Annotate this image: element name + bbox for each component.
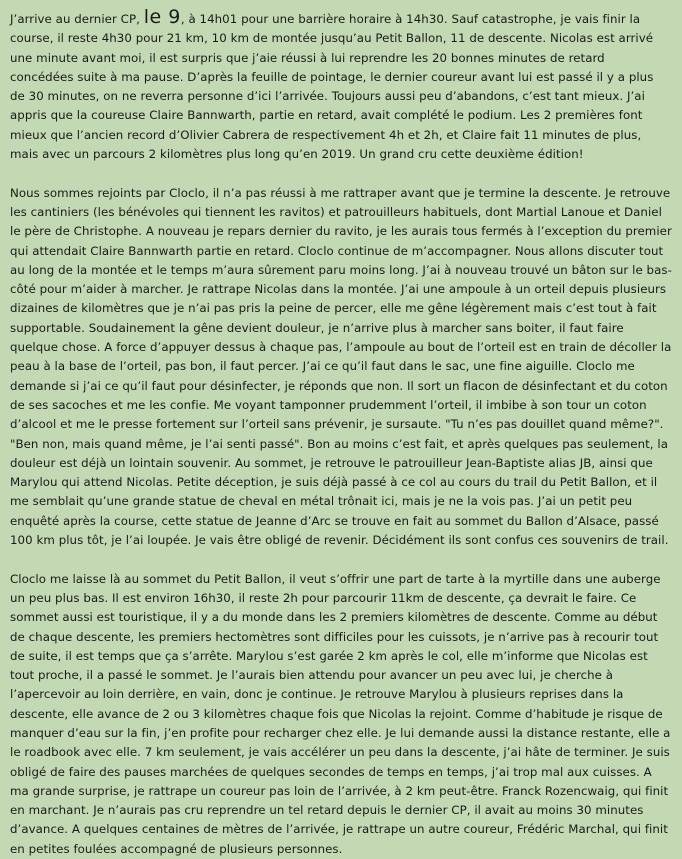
paragraph-last-checkpoint: [10, 8, 672, 164]
checkpoint-number-highlight: le 9: [143, 6, 181, 28]
paragraph-body-text: , à 14h01 pour une barrière horaire à 14h30. Sauf catastrophe, je vais finir la course, il reste 4h30 pour 21 km, 10 km de montée jusqu’au Petit Ballon, 11 de descente. Nicolas est arrivé une minute avant moi, il est surpris que j’aie réussi à lui reprendre les 20 bonnes minutes de retard concédées suite à ma pause. D’après la feuille de pointage, le dernier coureur avant lui est passé il y a plus de 30 minutes, on ne reverra personne d’ici l’arrivée. Toujours aussi peu d’abandons, c’est tant mieux. J’ai appris que la coureuse Claire Bannwarth, partie en retard, avait complété le podium. Les 2 premières font mieux que l’ancien record d’Olivier Cabrera de respectivement 4h et 2h, et Claire fait 11 minutes de plus, mais avec un parcours 2 kilomètres plus long qu’en 2019. Un grand cru cette deuxième édition!: [10, 12, 654, 162]
paragraph-final-descent: Cloclo me laisse là au sommet du Petit Ballon, il veut s’offrir une part de tarte à la myrtille dans une auberge un peu plus bas. Il est environ 16h30, il reste 2h pour parcourir 11km de descente, ça devrait le faire. Ce sommet aussi est touristique, il y a du monde dans les 2 premiers kilomètres de descente. Comme au début de chaque descente, les premiers hectomètres sont difficiles pour les cuissots, je n’arrive pas à recourir tout de suite, il est temps que ça s’arrête. Marylou s’est garée 2 km après le col, elle m’informe que Nicolas est tout proche, il a passé le sommet. Je l’aurais bien attendu pour avancer un peu avec lui, je cherche à l’apercevoir au loin derrière, en vain, donc je continue. Je retrouve Marylou à plusieurs reprises dans la descente, elle avance de 2 ou 3 kilomètres chaque fois que Nicolas la rejoint. Comme d’habitude je risque de manquer d’eau sur la fin, j’en profite pour recharger chez elle. Je lui demande aussi la distance restante, elle a le roadbook avec elle. 7 km seulement, je vais accélérer un peu dans la descente, j’ai hâte de terminer. Je suis obligé de faire des pauses marchées de quelques secondes de temps en temps, j’ai trop mal aux cuisses. A ma grande surprise, je rattrape un coureur pas loin de l’arrivée, à 2 km peut-être. Franck Rozencwaig, qui finit en marchant. Je n’aurais pas cru reprendre un tel retard depuis le dernier CP, il avait au moins 30 minutes d’avance. A quelques centaines de mètres de l’arrivée, je rattrape un autre coureur, Frédéric Marchal, qui finit en petites foulées accompagné de plusieurs personnes.: [10, 571, 671, 856]
paragraph-intro-text: J’arrive au dernier CP,: [10, 12, 144, 26]
paragraph-climb-with-cloclo: Nous sommes rejoints par Cloclo, il n’a pas réussi à me rattraper avant que je termine la descente. Je retrouve les cantiniers (les bénévoles qui tiennent les ravitos) et patrouilleurs habituels, dont Martial Lanoue et Daniel le père de Christophe. A nouveau je repars dernier du ravito, je les aurais tous fermés à l’exception du premier qui attendait Claire Bannwarth partie en retard. Cloclo continue de m’accompagner. Nous allons discuter tout au long de la montée et le temps m’aura sûrement paru moins long. J’ai à nouveau trouvé un bâton sur le bas-côté pour m’aider à marcher. Je rattrape Nicolas dans la montée. J’ai une ampoule à un orteil depuis plusieurs dizaines de kilomètres que je n’ai pas pris la peine de percer, elle me gêne légèrement mais c’est tout à fait supportable. Soudainement la gêne devient douleur, je n’arrive plus à marcher sans boiter, il faut faire quelque chose. A force d’appuyer dessus à chaque pas, l’ampoule au bout de l’orteil est en train de décoller la peau à la base de l’orteil, pas bon, il faut percer. J’ai ce qu’il faut dans le sac, une fine aiguille. Cloclo me demande si j’ai ce qu’il faut pour désinfecter, je réponds que non. Il sort un flacon de désinfectant et du coton de ses sacoches et me les confie. Me voyant tamponner prudemment l’orteil, il imbibe à son tour un coton d’alcool et me le presse fortement sur l’orteil sans prévenir, je sursaute. "Tu n’es pas douillet quand même?". "Ben non, mais quand même, je l’ai senti passé". Bon au moins c’est fait, et après quelques pas seulement, la douleur est déjà un lointain souvenir. Au sommet, je retrouve le patrouilleur Jean-Baptiste alias JB, ainsi que Marylou qui attend Nicolas. Petite déception, je suis déjà passé à ce col au cours du trail du Petit Ballon, et il me semblait qu’une grande statue de cheval en métal trônait ici, mais je ne la vois pas. J’ai un petit peu enquêté après la course, cette statue de Jeanne d’Arc se trouve en fait au sommet du Ballon d’Alsace, passé 100 km plus tôt, je l’ai loupée. Je vais être obligé de revenir. Décidément ils sont confus ces souvenirs de trail.: [10, 185, 672, 548]
